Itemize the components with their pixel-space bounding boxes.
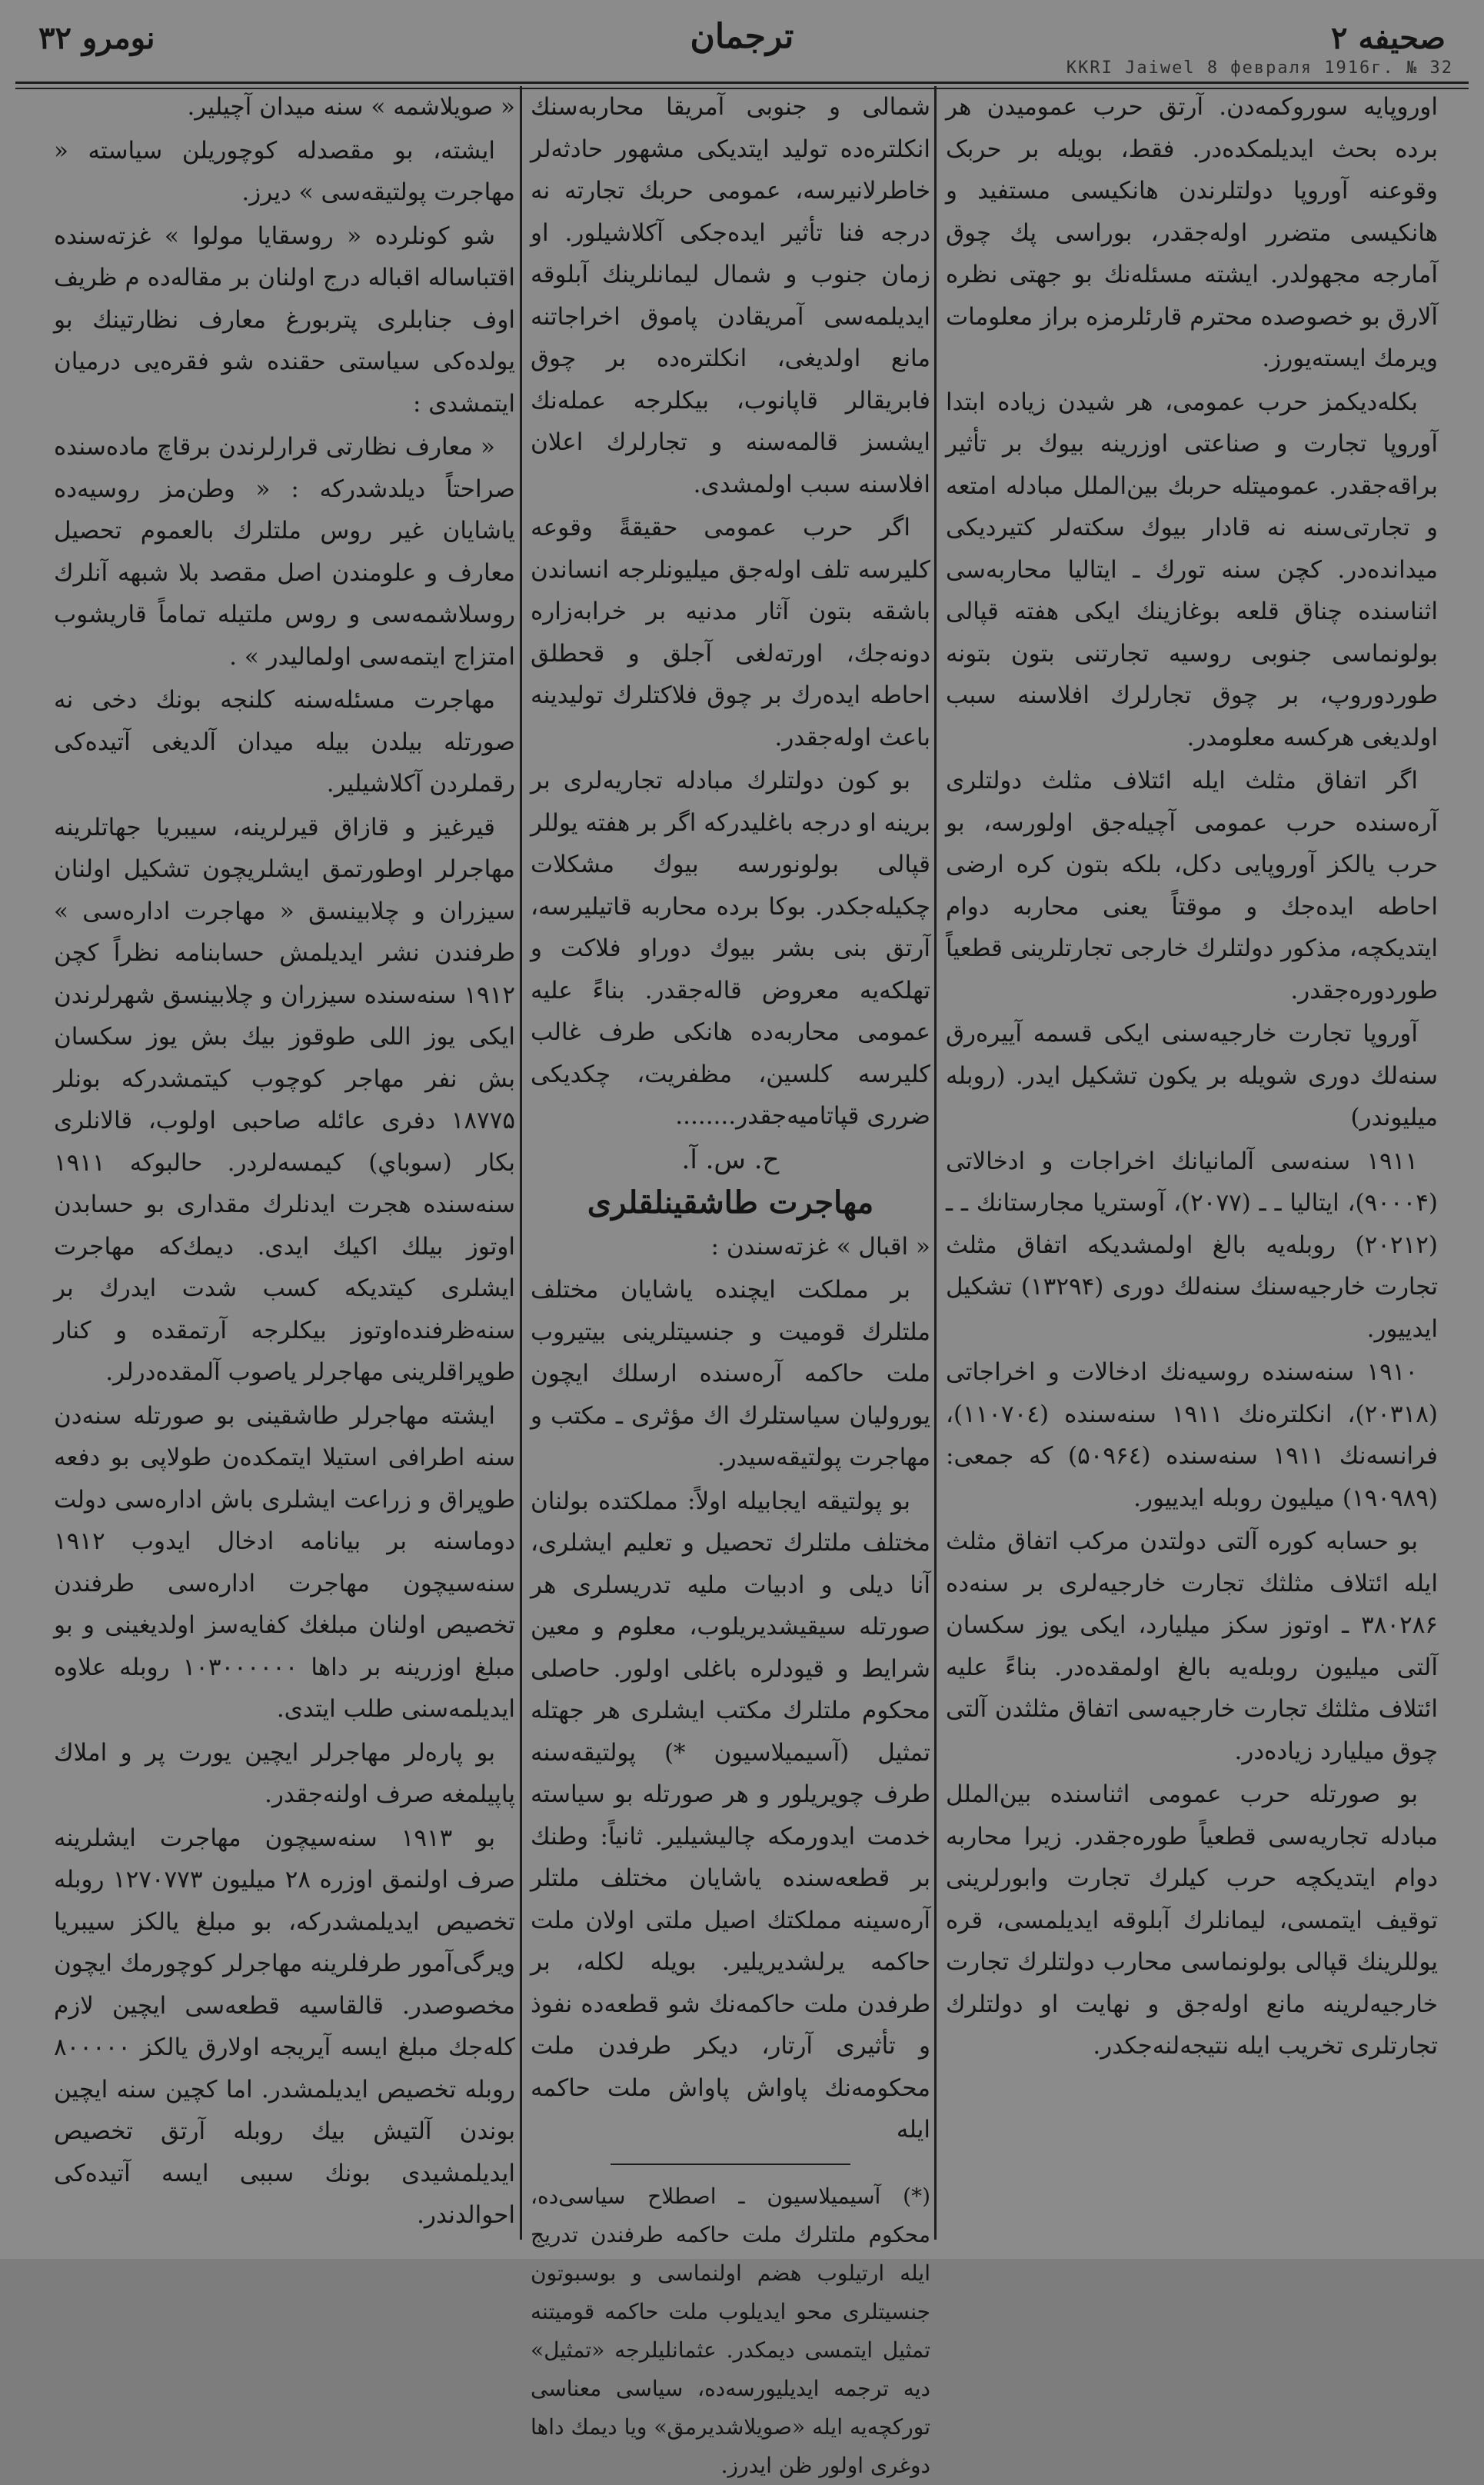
newspaper-title: ترجمان [690,17,794,56]
paragraph: قیرغیز و قازاق قیرلرینه، سیبریا جهاتلرینه مهاجرلر اوطورتمق ایشلریچون تشکیل اولنان سیزران و چلابینسق « مهاجرت اداره‌سی » طرفندن نشر ایدیلمش حسابنامه نظراً کچن ۱۹۱۲ سنه‌سنده سیزران و چلابینسق شهرلرندن ایکی یوز اللی طوقوز بیك بش یوز سکسان بش نفر مهاجر کوچوب کیتمشدرکه بونلر ۱۸۷۷۵ دفری عائله صاحبی اولوب، قالانلری بکار (سوباي) کیمسه‌لردر. حالبوکه ۱۹۱۱ سنه‌سنده هجرت ایدنلرك مقداری بو حسابدن اوتوز بیلك اکیك ایدی. دیمك‌که مهاجرت ایشلری کیتدیکه کسب شدت ایدرك بر سنه‌ظرفنده‌اوتوز بیکلرجه آرتمقده و کنار طوپراقلرینی مهاجرلر یاصوب آلمقده‌درلر. [54,813,515,1386]
issue-number-label: نومرو ۳۲ [38,20,155,56]
masthead-subline: KKRI Jaiwel 8 февраля 1916г. № 32 [1066,58,1453,78]
paragraph: بو پولتیقه ایجابیله اولاً: مملکتده بولنان مختلف ملتلرك تحصیل و تعلیم ایشلری، آنا دیلی و ادبیات ملیه تدریسلری هر صورتله سیقیشدیریلوب، معلوم و معین شرایط و قیودلره باغلی اولور. حاصلی محکوم ملتلرك مکتب ایشلری هر جهتله تمثیل (آسیمیلاسیون *) پولتیقه‌سنه طرف چویریلور و هر صورتله بو سیاسته خدمت ایدورمکه چالیشیلیر. ثانیاً: وطنك بر قطعه‌سنده یاشایان مختلف ملتلر آره‌سینه مملکتك اصیل ملتی اولان ملت حاکمه یرلشدیریلیر. بویله لکله، بر طرفدن ملت حاکمه‌نك شو قطعه‌ده نفوذ و تأثیری آرتار، دیکر طرفدن ملت محکومه‌نك پاواش پاواش ملت حاکمه ایله [531,1487,930,2144]
middle-column [531,86,930,2478]
paragraph: بکله‌دیکمز حرب عمومی، هر شیدن زیاده ابتدا آوروپا تجارت و صناعتی اوزرینه بیوك بر تأثیر براقه‌جقدر. عمومیتله حربك بین‌الملل مبادله امتعه و تجارتی‌سنه نه قادار بیوك سکته‌لر کتیردیکی میدانده‌در. کچن سنه تورك ـ ایتالیا محاربه‌سی اثناسنده چناق قلعه بوغازینك ایکی هفته قپالی بولونماسی جنوبی روسیه تجارتنی بتون بتونه طوردوروپ، بر چوق تجارلرك افلاسنه سبب اولدیغی هرکسه معلومدر. [946,388,1438,751]
paragraph: ایشته مهاجرلر طاشقینی بو صورتله سنه‌دن سنه اطرافی استیلا ایتمکده‌ن طولاپی بو دفعه طوپراق و زراعت ایشلری باش اداره‌سی دولت دوماسنه بر بیانامه ادخال ایدوب ۱۹۱۲ سنه‌سیچون مهاجرت اداره‌سی طرفندن تخصیص اولنان مبلغك کفایه‌سز اولدیغینی و بو مبلغ اوزرینه بر داها ۱۰۳۰۰۰۰۰۰ روبله علاوه ایدیلمه‌سنی طلب ایتدی. [54,1401,515,1723]
paragraph: آوروپا تجارت خارجیه‌سنی ایکی قسمه آییره‌رق سنه‌لك دوری شویله بر یکون تشکیل ایدر. (روبله میلیوندر) [946,1020,1438,1131]
paragraph: بو حسابه کوره آلتی دولتدن مرکب اتفاق مثلث ایله ائتلاف مثلثك تجارت خارجیه‌لری بر سنه‌ده ۳۸۰۲۸۶ ـ اوتوز سکز میلیارد، ایکی یوز سکسان آلتی میلیون روبله‌یه بالغ اولمقده‌در. بناءً علیه ائتلاف مثلثك تجارت خارجیه‌سی اتفاق مثلثدن آلتی چوق میلیارد زیاده‌در. [946,1527,1438,1765]
paragraph: بو ۱۹۱۳ سنه‌سیچون مهاجرت ایشلرینه صرف اولنمق اوزره ۲۸ میلیون ۱۲۷۰۷۷۳ روبله تخصیص ایدیلمشدرکه، بو مبلغ یالکز سیبریا ویرگی‌آمور طرفلرینه مهاجرلر کوچورمك ایچون مخصوصدر. قالقاسیه قطعه‌سی ایچین لازم کله‌جك مبلغ ایسه آیریجه اولارق یالکز ۸۰۰۰۰۰ روبله تخصیص ایدیلمشدر. اما کچین سنه ایچین بوندن آلتیش بیك روبله آرتق تخصیص ایدیلمشیدی بونك سببی ایسه آتیده‌کی احوالدندر. [54,1824,515,2229]
left-column [54,86,515,2240]
quote-paragraph: « معارف نظارتی قرارلرندن برقاچ ماده‌سنده صراحتاً دیلدشدرکه : « وطن‌مز روسیه‌ده یاشایان غیر روس ملتلرك بالعموم تحصیل معارف و علومندن اصل مقصد بلا شبهه آنلرك روسلاشمه‌سی و روس ملتیله تماماً قاریشوب امتزاج ایتمه‌سی اولمالیدر » . [54,433,515,671]
paragraph: بو صورتله حرب عمومی اثناسنده بین‌الملل مبادله تجاریه‌سی قطعیاً طوره‌جقدر. زیرا محاربه دوام ایتدیکچه حرب کیلرك تجارت وابورلرینی توقیف ایتمسی، لیمانلرك آبلوقه ایدیلمسی، قره یوللرینك قپالی بولونماسی محارب دولتلرك تجارت خارجیه‌لرینه مانع اوله‌جق و نهایت او دولتلرك تجارتلری تخریب ایله نتیجه‌لنه‌جکدر. [946,1780,1438,2060]
article-source: « اقبال » غزته‌سندن : [710,1232,930,1261]
paragraph: بو کون دولتلرك مبادله تجاریه‌لری بر برینه او درجه باغلیدرکه اگر بر هفته یوللر قپالی بولونورسه بیوك مشکلات چکیله‌جکدر. بوکا برده محاربه قاتیلیرسه، آرتق بنی بشر بیوك دوراو فلاکت و تهلکه‌یه معروض قاله‌جقدر. بناءً علیه عمومی محاربه‌ده هانکی طرف غالب کلیرسه کلسین، مظفریت، چکدیکی ضرری قپاتامیه‌جقدر........ [531,767,930,1130]
paragraph: اگر اتفاق مثلث ایله ائتلاف مثلث دولتلری آره‌سنده حرب عمومی آچیله‌جق اولورسه، بو حرب یالکز آوروپایی دکل، بلکه بتون کره ارضی احاطه ایده‌جك و موقتاً یعنی محاربه دوام ایتدیکچه، مذکور دولتلرك خارجی تجارتلرینی قطعیاً طوردوره‌جقدر. [946,767,1438,1004]
paragraph: اوروپایه سوروکمه‌دن. آرتق حرب عمومیدن هر برده بحث ایدیلمکده‌در. فقط، بویله بر حربک وقوعنه آوروپا دولتلرندن هانکیسی مستفید و هانکیسی متضرر اوله‌جقدر، بوراسی پك چوق آمارجه مجهولدر. ایشته مسئله‌نك بو جهتی نظره آلارق بو خصوصده محترم قارئلرمزه براز معلومات ویرمك ایسته‌یورز. [946,93,1438,372]
paragraph: ایشته، بو مقصدله کوچوریلن سیاسته « مهاجرت پولتیقه‌سی » دیرز. [54,136,515,206]
footnote-rule [611,2164,850,2165]
masthead [15,14,1469,78]
paragraph: شو کونلرده « روسقایا مولوا » غزته‌سنده اقتباساله اقباله درج اولنان بر مقاله‌ده م ظریف اوف جنابلری پتربورغ معارف نظارتینك بو یولده‌کی سیاستی حقنده شو فقره‌یی درمیان ایتمشدی : [54,222,515,418]
paragraph: اگر حرب عمومی حقیقةً وقوعه کلیرسه تلف اوله‌جق میلیونلرجه انساندن باشقه بتون آثار مدنیه بر خرابه‌زاره دونه‌جك، اورته‌لغی آجلق و قحطلق احاطه ایده‌رك بر چوق فلاکتلرك تولیدینه باعث اوله‌جقدر. [531,514,930,751]
paragraph: « صویلاشمه » سنه میدان آچیلیر. [187,93,515,121]
column-divider-right [934,86,937,2240]
paragraph: ۱۹۱۱ سنه‌سی آلمانیانك اخراجات و ادخالاتی (۹۰۰۰۴)، ایتالیا ـ ـ (۲۰۷۷)، آوستریا مجارستانك ـ ـ (۲۰۲۱۲) روبله‌یه بالغ اولمشدیکه اتفاق مثلث تجارت خارجیه‌سنك سنه‌لك دوری (۱۳۲۹۴) تشکیل ایدییور. [946,1147,1439,1343]
paragraph: شمالی و جنوبی آمریقا محاربه‌سنك انکلتره‌ده تولید ایتدیکی مشهور حادثه‌لر خاطرلانیرسه، عمومی حربك تجارته نه درجه فنا تأثیر ایده‌جکی آکلاشیلور. او زمان جنوب و شمال لیمانلرینك آبلوقه ایدیلمه‌سی آمریقادن پاموق اخراجاتنه مانع اولدیغی، انکلتره‌ده بر چوق فابریقالر قاپانوب، بیکلرجه عمله‌نك ایشسز قالمه‌سنه و تجارلرك اعلان افلاسنه سبب اولمشدی. [531,93,930,498]
right-column [946,86,1438,2240]
footnote: (*) آسیمیلاسیون ـ اصطلاح سیاسی‌ده، محکوم ملتلرك ملت حاکمه طرفندن تدریج ایله ارتیلوب هضم اولنماسی و بوسبوتون جنسیتلری محو ایدیلوب ملت حاکمه قومیتنه تمثیل ایتمسی دیمکدر. عثمانلیلرجه «تمثیل» دیه ترجمه ایدیلیور‌سه‌ده، سیاسی معناسی تورکچه‌یه ایله «صویلاشدیرمق» ویا دیمك داها دوغری اولور ظن ایدرز. [531,2183,930,2478]
page-number-label: صحیفه ۲ [1331,20,1446,56]
paragraph: مهاجرت مسئله‌سنه کلنجه بونك دخی نه صورتله بیلدن بیله میدان آلدیغی آتیده‌کی رقملردن آکلاشیلیر. [54,686,515,798]
masthead-rule [15,82,1469,84]
paragraph: ۱۹۱۰ سنه‌سنده روسیه‌نك ادخالات و اخراجاتی (۲۰۳۱۸)، انکلتره‌نك ۱۹۱۱ سنه‌سنده (۱۱۰۷۰٤)، فرانسه‌نك ۱۹۱۱ سنه‌سنده (۵۰۹۶٤) که جمعی: (۱۹۰۹۸۹) میلیون روبله ایدییور. [946,1358,1438,1512]
article-title: مهاجرت طاشقینلقلری [587,1184,874,1221]
column-divider-left [520,86,522,2240]
paragraph: بر مملکت ایچنده یاشایان مختلف ملتلرك قومیت و جنسیتلرینی بیتیروب ملت حاکمه آره‌سنده ارسلك ایچون یورولیان سیاستلرك اك مؤثری ـ مکتب و مهاجرت پولتیقه‌سیدر. [531,1276,930,1471]
paragraph: بو پاره‌لر مهاجرلر ایچین یورت پر و املاك پاپیلمغه صرف اولنه‌جقدر. [54,1738,515,1808]
author-signature: ح. س. آ. [681,1144,780,1175]
